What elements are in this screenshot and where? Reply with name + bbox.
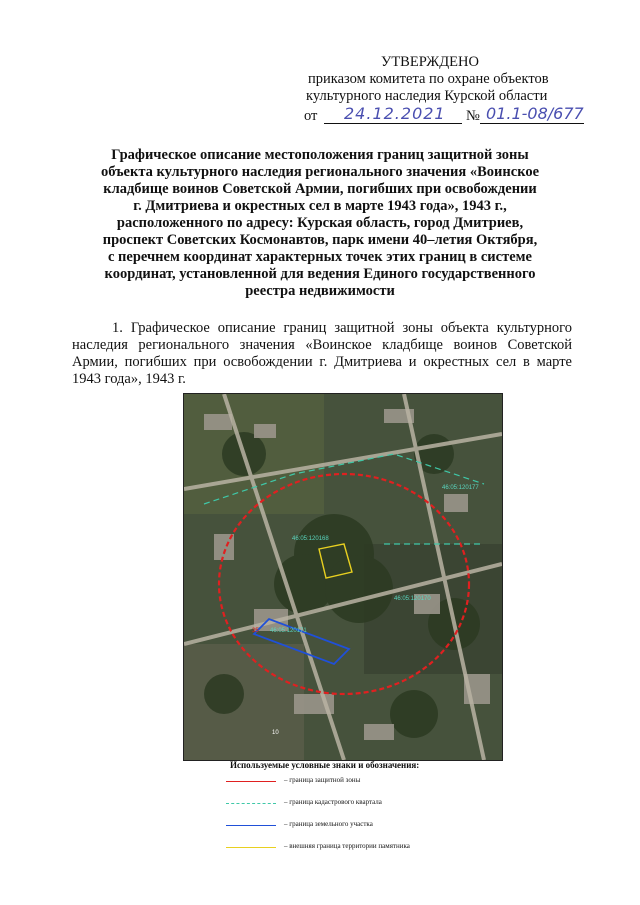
section-paragraph: 1. Графическое описание границ защитной зоны объекта культурного наследия регионального значения «Воинское кладбище воинов Советской Армии, погибших при освобождении г. Дмитриева и окрестных сел в марте 1943 года», 1943 г. bbox=[72, 320, 572, 387]
from-label: от bbox=[304, 108, 318, 124]
legend-item-land-plot bbox=[200, 814, 520, 836]
legend-swatch-red-line bbox=[226, 781, 276, 782]
number-label: № bbox=[466, 108, 480, 124]
parcel-label: 46:05:120177 bbox=[442, 485, 479, 491]
legend-item-monument-territory bbox=[200, 836, 520, 858]
date-underline bbox=[324, 123, 462, 124]
legend-item-label: – граница кадастрового квартала bbox=[284, 798, 382, 806]
legend-item-cadastral-quarter bbox=[200, 792, 520, 814]
title-line: координат, установленной для ведения Единого государственного bbox=[104, 266, 536, 282]
parcel-label: 46:05:120170 bbox=[394, 596, 431, 602]
parcel-label: 46:05:120171 bbox=[270, 628, 307, 634]
map-legend bbox=[200, 760, 520, 858]
title-line: г. Дмитриева и окрестных сел в марте 1943 года», 1943 г., bbox=[133, 198, 507, 214]
approval-order-line: приказом комитета по охране объектов bbox=[308, 71, 549, 87]
satellite-map bbox=[183, 393, 503, 761]
title-line: реестра недвижимости bbox=[245, 283, 395, 299]
map-canvas bbox=[184, 394, 502, 760]
legend-item-label: – внешняя граница территории памятника bbox=[284, 842, 410, 850]
number-underline bbox=[480, 123, 584, 124]
legend-title: Используемые условные знаки и обозначения: bbox=[230, 760, 420, 770]
legend-item-protection-zone bbox=[200, 770, 520, 792]
house-number-label: 10 bbox=[272, 730, 279, 736]
title-line: проспект Советских Космонавтов, парк имени 40–летия Октября, bbox=[102, 232, 538, 248]
legend-item-label: – граница защитной зоны bbox=[284, 776, 361, 784]
title-line: кладбище воинов Советской Армии, погибших при освобождении bbox=[103, 181, 537, 197]
legend-swatch-teal-dashed-line bbox=[226, 803, 276, 804]
approval-heading: УТВЕРЖДЕНО bbox=[381, 54, 479, 70]
boundary-point-label: 35 bbox=[252, 628, 259, 634]
handwritten-number: 01.1-08/677 bbox=[486, 104, 584, 123]
legend-item-label: – граница земельного участка bbox=[284, 820, 373, 828]
legend-swatch-blue-line bbox=[226, 825, 276, 826]
title-line: Графическое описание местоположения границ защитной зоны bbox=[111, 147, 529, 163]
parcel-label: 46:05:120168 bbox=[292, 536, 329, 542]
approval-stamp bbox=[300, 54, 600, 125]
title-line: объекта культурного наследия регионального значения «Воинское bbox=[100, 164, 540, 180]
title-line: с перечнем координат характерных точек этих границ в системе bbox=[108, 249, 532, 265]
title-line: расположенного по адресу: Курская область, город Дмитриев, bbox=[116, 215, 524, 231]
document-title bbox=[60, 147, 580, 300]
approval-organization-line: культурного наследия Курской области bbox=[306, 88, 548, 104]
legend-swatch-yellow-line bbox=[226, 847, 276, 848]
approval-date-number-line bbox=[300, 105, 600, 125]
handwritten-date: 24.12.2021 bbox=[344, 104, 446, 123]
